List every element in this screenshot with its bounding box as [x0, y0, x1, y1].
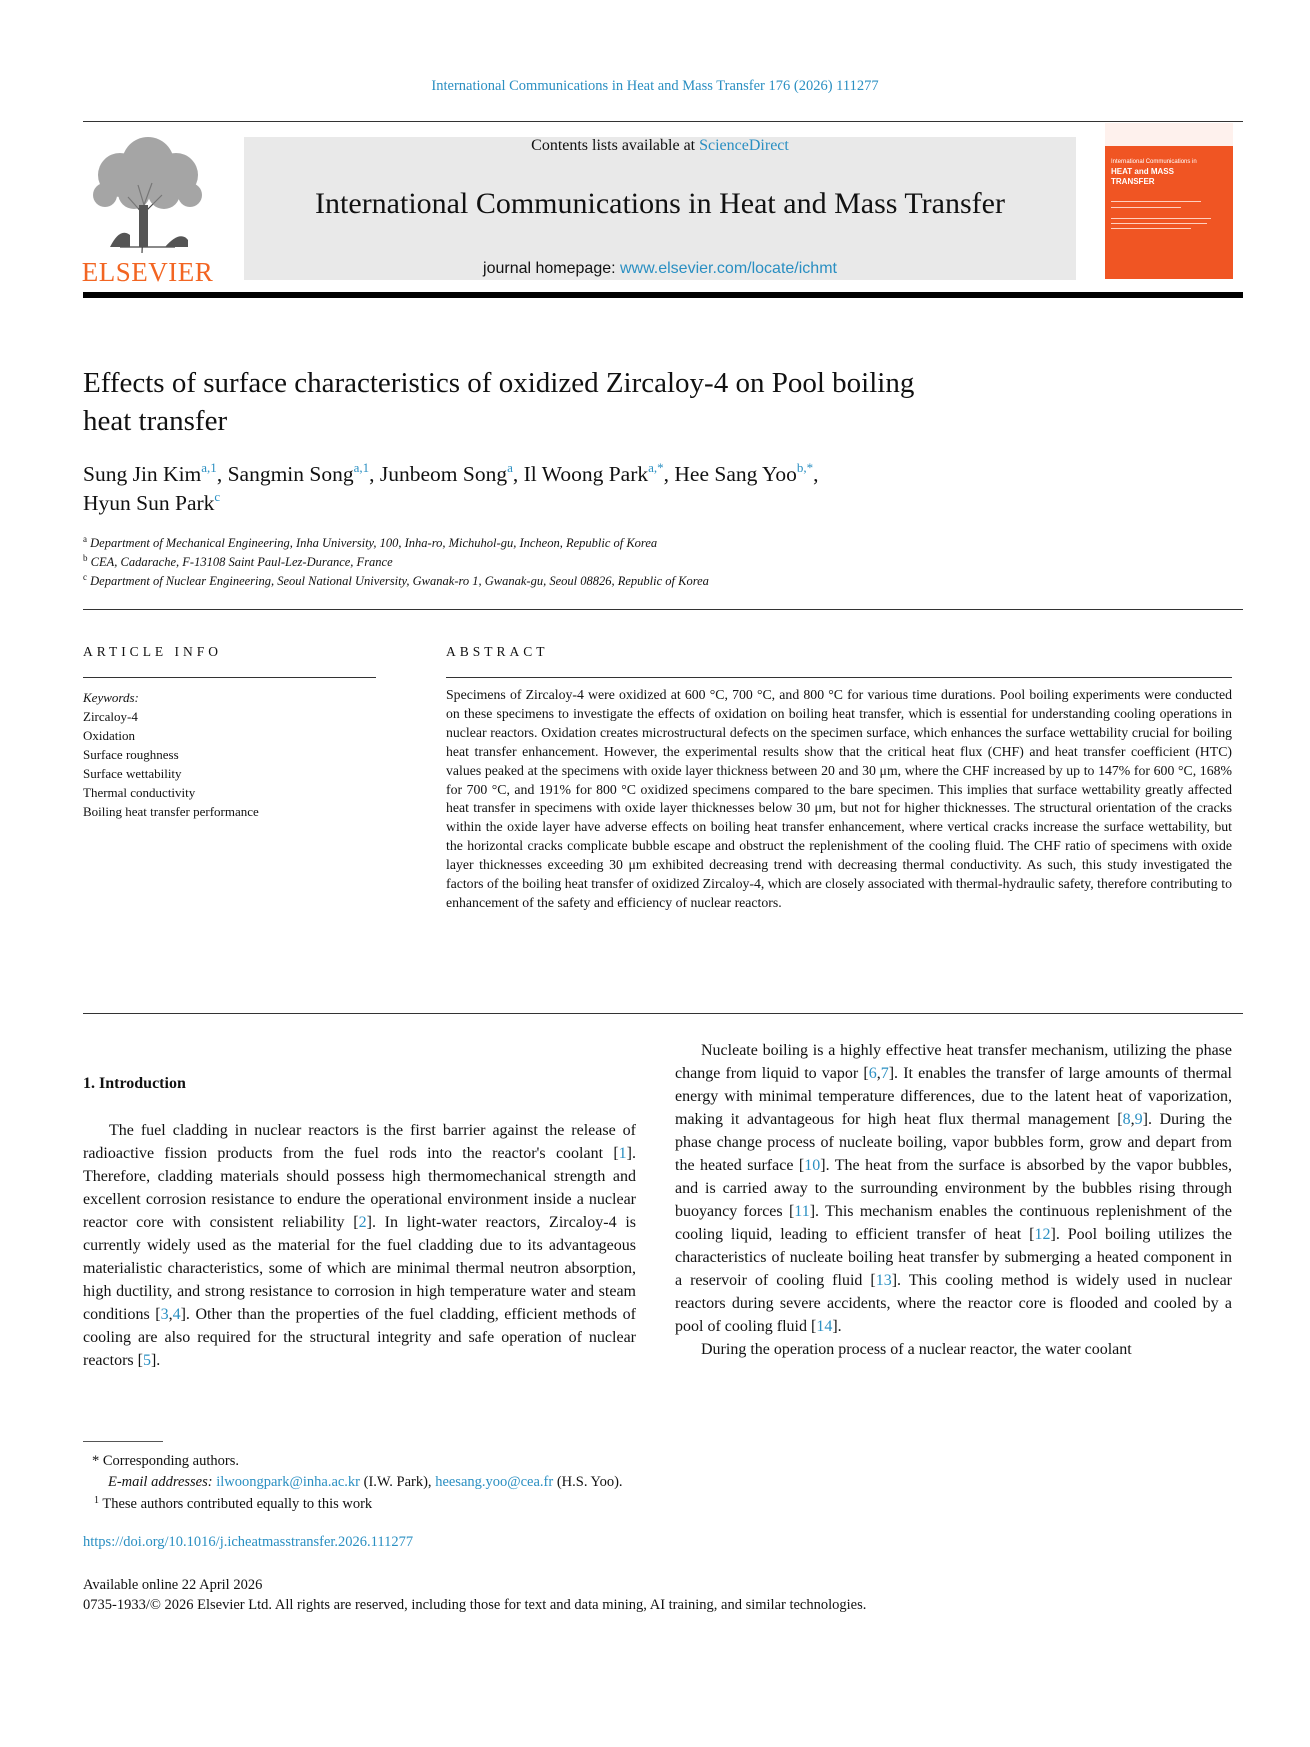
- text-run: Nucleate boiling is a highly effective heat transfer mechanism, utilizing the phase change from liquid to vapor [: [675, 1042, 1232, 1082]
- copyright: 0735-1933/© 2026 Elsevier Ltd. All rights are reserved, including those for text and data mining, AI training, and similar technologies.: [83, 1597, 867, 1613]
- citation-link[interactable]: 4: [172, 1306, 181, 1323]
- cover-line: [1111, 207, 1181, 208]
- article-title: [83, 364, 1083, 440]
- abstract-heading: ABSTRACT: [446, 644, 549, 659]
- keywords-block: [83, 688, 373, 821]
- affiliation-key: a: [83, 534, 87, 544]
- text-run: ]. It enables the transfer of large amounts of thermal energy with minimal temperature differences, due to the latent heat of vaporization, making it advantageous for high heat flux thermal management [: [675, 1065, 1232, 1128]
- header-top-rule: [83, 121, 1243, 122]
- affiliation: [83, 534, 1083, 553]
- affiliation-text: Department of Nuclear Engineering, Seoul National University, Gwanak-ro 1, Gwanak-gu, Seoul 08826, Republic of Korea: [90, 574, 709, 588]
- citation-link[interactable]: 5: [142, 1352, 151, 1369]
- keyword: Thermal conductivity: [83, 785, 196, 800]
- cover-title-line1: HEAT and MASS: [1111, 167, 1174, 176]
- email-label: E-mail addresses:: [108, 1474, 217, 1490]
- footnote-rule: [83, 1441, 163, 1442]
- citation-link[interactable]: 13: [875, 1272, 892, 1289]
- footnote-text: These authors contributed equally to this work: [102, 1496, 373, 1512]
- text-run: ]. Pool boiling utilizes the characteristics of nucleate boiling heat transfer by submerging a heated component in a reservoir of cooling fluid [: [675, 1226, 1232, 1289]
- keyword: Surface roughness: [83, 747, 179, 762]
- citation-link[interactable]: 9: [1134, 1111, 1143, 1128]
- affiliation-text: CEA, Cadarache, F-13108 Saint Paul-Lez-Durance, France: [90, 555, 393, 569]
- keyword: Oxidation: [83, 728, 135, 743]
- homepage-line: [244, 260, 1076, 278]
- author-affiliation-mark[interactable]: a,*: [648, 460, 664, 475]
- text-run: The fuel cladding in nuclear reactors is the first barrier against the release of radioactive fission products from the fuel rods into the reactor's coolant [: [83, 1122, 636, 1162]
- available-online: Available online 22 April 2026: [83, 1577, 263, 1593]
- text-run: ]. The heat from the surface is absorbed by the vapor bubbles, and is carried away to the surrounding environment by the bubbles rising through buoyancy forces [: [675, 1157, 1233, 1220]
- author-separator: ,: [813, 462, 819, 486]
- cover-top-strip: [1105, 123, 1233, 146]
- doi-link[interactable]: https://doi.org/10.1016/j.icheatmasstransfer.2026.111277: [83, 1534, 414, 1550]
- article-info-rule: [83, 677, 376, 678]
- author-affiliation-mark[interactable]: a: [507, 460, 513, 475]
- text-run: ]. Other than the properties of the fuel cladding, efficient methods of cooling are also required for the structural integrity and safe operation of nuclear reactors [: [83, 1306, 636, 1369]
- affiliation-key: b: [83, 553, 88, 563]
- journal-title: International Communications in Heat and Mass Transfer: [315, 187, 1005, 220]
- citation-link[interactable]: 7: [880, 1065, 889, 1082]
- citation-link[interactable]: 14: [816, 1318, 833, 1335]
- text-run: ]. In light-water reactors, Zircaloy-4 is currently widely used as the material for the fuel cladding due to its advantageous materialistic characteristics, some of which are minimal thermal neutron absorption, high ductility, and strong resistance to corrosion in high temperature water and steam conditions [: [83, 1214, 636, 1323]
- citation-link[interactable]: 6: [868, 1065, 877, 1082]
- author-affiliation-mark[interactable]: c: [214, 489, 221, 504]
- section-heading: 1. Introduction: [83, 1075, 186, 1092]
- elsevier-logo: [80, 135, 215, 285]
- article-title-line1: Effects of surface characteristics of oxidized Zircaloy-4 on Pool boiling: [83, 367, 915, 399]
- author-separator: ,: [216, 462, 228, 486]
- article-title-line2: heat transfer: [83, 405, 228, 437]
- article-info-heading: ARTICLE INFO: [83, 644, 223, 659]
- text-run: ]. This cooling method is widely used in nuclear reactors during severe accidents, where the reactor core is flooded and cooled by a pool of cooling fluid [: [675, 1272, 1232, 1335]
- cover-small-text: International Communications in: [1111, 159, 1197, 165]
- text-run: ]. During the phase change process of nucleate boiling, vapor bubbles form, grow and depart from the heated surface [: [675, 1111, 1233, 1174]
- citation-link[interactable]: 11: [794, 1203, 810, 1220]
- citation-link[interactable]: 10: [804, 1157, 821, 1174]
- affiliations: [83, 534, 1083, 591]
- email-owner: (H.S. Yoo).: [553, 1474, 623, 1490]
- author[interactable]: Hyun Sun Park: [83, 491, 215, 515]
- cover-line: [1111, 218, 1211, 219]
- cover-title-line2: TRANSFER: [1111, 177, 1155, 186]
- contents-prefix: Contents lists available at: [531, 137, 700, 154]
- text-run: ,: [1130, 1111, 1135, 1128]
- author-affiliation-mark[interactable]: b,*: [796, 460, 814, 475]
- author[interactable]: Il Woong Park: [523, 462, 649, 486]
- footnote-equal-contribution: $^1$ These authors contributed equally to this work: [94, 1495, 373, 1512]
- affiliation-text: Department of Mechanical Engineering, Inha University, 100, Inha-ro, Michuhol-gu, Incheon, Republic of Korea: [90, 536, 658, 550]
- affiliation: [83, 553, 1083, 572]
- cover-line: [1111, 223, 1207, 224]
- text-run: ]. This mechanism enables the continuous replenishment of the cooling liquid, leading to efficient transfer of heat [: [675, 1203, 1232, 1243]
- affiliation: [83, 572, 1083, 591]
- keyword: Surface wettability: [83, 766, 182, 781]
- author-separator: ,: [369, 462, 380, 486]
- email-link[interactable]: heesang.yoo@cea.fr: [435, 1474, 554, 1490]
- homepage-link[interactable]: www.elsevier.com/locate/ichmt: [620, 260, 837, 277]
- contents-line: [244, 137, 1076, 155]
- citation-link[interactable]: 1: [618, 1145, 627, 1162]
- elsevier-tree-icon: [80, 135, 215, 253]
- author[interactable]: Sung Jin Kim: [83, 462, 202, 486]
- publisher-name: ELSEVIER: [81, 257, 214, 287]
- abstract-rule: [446, 677, 1232, 678]
- header-bottom-rule: [83, 292, 1243, 298]
- keyword: Boiling heat transfer performance: [83, 804, 259, 819]
- author-separator: ,: [512, 462, 524, 486]
- author-separator: ,: [663, 462, 675, 486]
- citation-link[interactable]: 3: [160, 1306, 169, 1323]
- paragraph: [83, 1119, 636, 1372]
- footnote-text: Corresponding authors.: [102, 1453, 239, 1469]
- text-run: ,: [876, 1065, 881, 1082]
- cover-line: [1111, 228, 1191, 229]
- sciencedirect-link[interactable]: ScienceDirect: [699, 137, 789, 154]
- text-run: ].: [150, 1352, 161, 1369]
- abstract-text: Specimens of Zircaloy-4 were oxidized at 600 °C, 700 °C, and 800 °C for various time durations. Pool boiling experiments were conducted on these specimens to investigate the effects of oxidation on boiling heat transfer, which is essential for understanding cooling operations in nuclear reactors. Oxidation creates microstructural defects on the specimen surface, which enhances the surface wettability crucial for boiling heat transfer enhancement. However, the experimental results show that the critical heat flux (CHF) and heat transfer coefficient (HTC) values peaked at the specimens with oxide layer thickness between 20 and 30 μm, where the CHF increased by up to 147% for 600 °C, 168% for 700 °C, and 191% for 800 °C oxidized specimens compared to the bare specimen. This implies that surface wettability greatly affected heat transfer in specimens with oxide layer thicknesses below 30 μm, but not for higher thicknesses. The structural orientation of the cracks within the oxide layer have adverse effects on boiling heat transfer enhancement, where vertical cracks increase the surface wettability, but the horizontal cracks complicate bubble escape and obstruct the replenishment of the cooling fluid. The CHF ratio of specimens with oxide layer thicknesses exceeding 30 μm exhibited decreasing trend with decreasing thermal conductivity. As such, this study investigated the factors of the boiling heat transfer of oxidized Zircaloy-4, which are closely associated with thermal-hydraulic safety, therefore contributing to enhancement of the safety and efficiency of nuclear reactors.: [446, 687, 1233, 910]
- author-affiliation-mark[interactable]: a,1: [353, 460, 370, 475]
- author[interactable]: Hee Sang Yoo: [674, 462, 797, 486]
- paragraph: [675, 1039, 1232, 1338]
- text-run: ,: [168, 1306, 173, 1323]
- body-right-column: [675, 1039, 1232, 1361]
- footnote-corresponding: * Corresponding authors.: [92, 1453, 239, 1469]
- citation-link[interactable]: 12: [1034, 1226, 1051, 1243]
- keywords-label: Keywords:: [83, 690, 139, 705]
- author[interactable]: Junbeom Song: [379, 462, 508, 486]
- text-run: ].: [832, 1318, 842, 1335]
- journal-cover-image[interactable]: [1105, 123, 1233, 279]
- paragraph: During the operation process of a nuclear reactor, the water coolant: [701, 1341, 1132, 1358]
- author-list: [83, 460, 1083, 518]
- citation-link[interactable]: 8: [1122, 1111, 1131, 1128]
- journal-reference-link[interactable]: International Communications in Heat and Mass Transfer 176 (2026) 111277: [431, 78, 879, 94]
- keyword: Zircaloy-4: [83, 709, 138, 724]
- cover-text: [1111, 157, 1227, 187]
- homepage-prefix: journal homepage:: [483, 260, 620, 277]
- body-left-column: [83, 1119, 636, 1372]
- email-owner: (I.W. Park),: [360, 1474, 436, 1490]
- text-run: ]. Therefore, cladding materials should possess high thermomechanical strength and excellent corrosion resistance to endure the operational environment inside a nuclear reactor core with consistent reliability [: [83, 1145, 636, 1231]
- affiliations-rule: [83, 609, 1243, 610]
- author[interactable]: Sangmin Song: [227, 462, 354, 486]
- author-affiliation-mark[interactable]: a,1: [201, 460, 217, 475]
- journal-reference[interactable]: [0, 78, 1310, 95]
- citation-link[interactable]: 2: [358, 1214, 367, 1231]
- affiliation-key: c: [83, 572, 87, 582]
- abstract-bottom-rule: [83, 1013, 1243, 1014]
- journal-banner: [244, 137, 1076, 280]
- cover-line: [1111, 201, 1201, 202]
- footnote-emails: [108, 1472, 623, 1493]
- email-link[interactable]: ilwoongpark@inha.ac.kr: [216, 1474, 361, 1490]
- doi-line: [83, 1532, 413, 1553]
